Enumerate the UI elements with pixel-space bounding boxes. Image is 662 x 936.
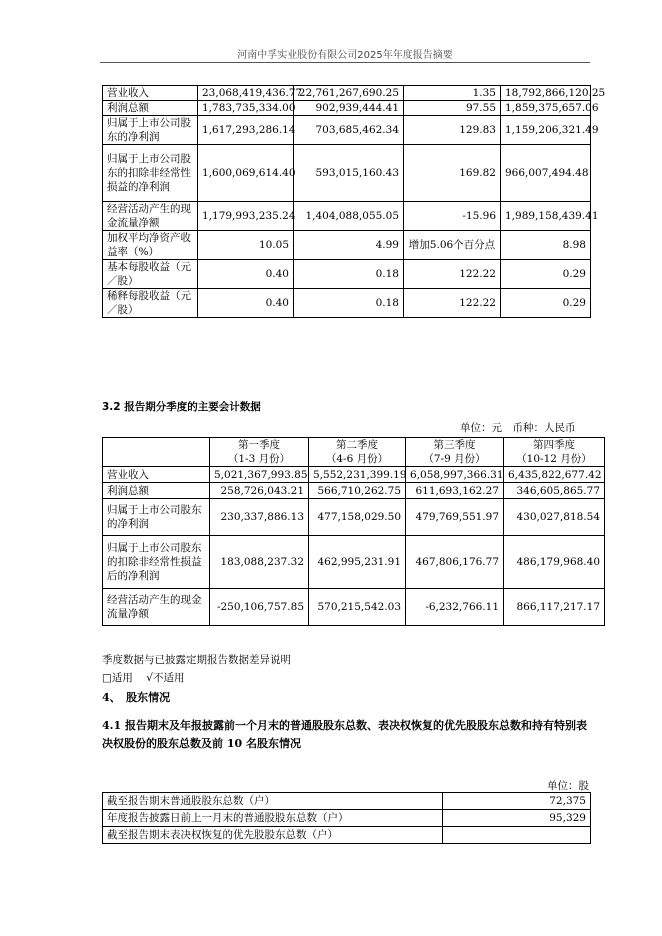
table-row: [103, 827, 591, 844]
header-q4: 第四季度 （10-12 月份）: [504, 438, 605, 467]
value-cell: 479,769,551.97: [406, 499, 504, 536]
value-cell: 1,600,069,614.40: [198, 145, 294, 202]
row-label: 加权平均净资产收益率（%）: [103, 231, 198, 260]
value-cell: 486,179,968.40: [504, 536, 605, 589]
value-cell: 95,329: [443, 810, 591, 827]
value-cell: 611,693,162.27: [406, 483, 504, 499]
value-cell: 1,179,993,235.24: [198, 202, 294, 231]
table-row: [103, 810, 591, 827]
table-row: [103, 145, 591, 202]
row-label: 截至报告期末表决权恢复的优先股股东总数（户）: [103, 827, 443, 844]
value-cell: 966,007,494.48: [501, 145, 591, 202]
row-label: 利润总额: [103, 101, 198, 116]
option-not-applicable: √不适用: [146, 672, 185, 684]
row-label: 基本每股收益（元／股）: [103, 260, 198, 289]
value-cell: 566,710,262.75: [309, 483, 406, 499]
value-cell: 1,783,735,334.00: [198, 101, 294, 116]
value-cell: 0.40: [198, 289, 294, 318]
header-q2: 第二季度 （4-6 月份）: [309, 438, 406, 467]
value-cell: -15.96: [404, 202, 501, 231]
table-row: [103, 536, 605, 589]
table-row: [103, 589, 605, 626]
annual-figures-table: [102, 85, 606, 318]
row-label: 归属于上市公司股东的净利润: [103, 116, 198, 145]
value-cell: 1.35: [404, 86, 501, 101]
row-label: 归属于上市公司股东的扣除非经常性损益的净利润: [103, 145, 198, 202]
row-label: 经营活动产生的现金流量净额: [103, 202, 198, 231]
value-cell: 0.18: [294, 260, 404, 289]
value-cell: 1,159,206,321.49: [501, 116, 591, 145]
value-cell: 477,158,029.50: [309, 499, 406, 536]
value-cell: 230,337,886.13: [210, 499, 309, 536]
value-cell: 902,939,444.41: [294, 101, 404, 116]
value-cell: 258,726,043.21: [210, 483, 309, 499]
table-row: [103, 483, 605, 499]
quarterly-figures-body: [103, 467, 605, 626]
row-label: 营业收入: [103, 467, 210, 483]
value-cell: 1,404,088,055.05: [294, 202, 404, 231]
row-label: 利润总额: [103, 483, 210, 499]
header-blank-cell: [103, 438, 210, 467]
table-row: [103, 86, 591, 101]
applicability-options: [102, 670, 184, 685]
quarterly-figures-table: [102, 437, 605, 626]
value-cell: 467,806,176.77: [406, 536, 504, 589]
table-row: [103, 101, 591, 116]
shareholder-unit-label: 单位：股: [547, 780, 589, 792]
value-cell: 23,068,419,436.77: [198, 86, 294, 101]
shareholder-count-body: [103, 793, 591, 844]
value-cell: 4.99: [294, 231, 404, 260]
value-cell: 5,021,367,993.85: [210, 467, 309, 483]
quarterly-header-row: [103, 438, 605, 467]
row-label: 截至报告期末普通股股东总数（户）: [103, 793, 443, 810]
value-cell: -6,232,766.11: [406, 589, 504, 626]
table-row: [103, 499, 605, 536]
table-row: [103, 289, 591, 318]
value-cell: 1,989,158,439.41: [501, 202, 591, 231]
table-row: [103, 793, 591, 810]
row-label: 经营活动产生的现金流量净额: [103, 589, 210, 626]
value-cell: 122.22: [404, 260, 501, 289]
value-cell: 10.05: [198, 231, 294, 260]
value-cell: 129.83: [404, 116, 501, 145]
value-cell: 72,375: [443, 793, 591, 810]
value-cell: 18,792,866,120.25: [501, 86, 591, 101]
value-cell: 570,215,542.03: [309, 589, 406, 626]
value-cell: 0.18: [294, 289, 404, 318]
row-label: 年度报告披露日前上一月末的普通股股东总数（户）: [103, 810, 443, 827]
row-label: 归属于上市公司股东的净利润: [103, 499, 210, 536]
value-cell: 183,088,237.32: [210, 536, 309, 589]
value-cell: 1,859,375,657.06: [501, 101, 591, 116]
table-row: [103, 467, 605, 483]
value-cell: 866,117,217.17: [504, 589, 605, 626]
quarterly-diff-note: 季度数据与已披露定期报告数据差异说明: [102, 654, 291, 666]
value-cell: 169.82: [404, 145, 501, 202]
quarterly-unit-label: 单位：元 币种：人民币: [460, 422, 576, 434]
value-cell: 703,685,462.34: [294, 116, 404, 145]
value-cell: 增加5.06个百分点: [404, 231, 501, 260]
section-4-1-title: 4.1 报告期末及年报披露前一个月末的普通股股东总数、表决权恢复的优先股股东总数和持有特别表决权股份的股东总数及前 10 名股东情况: [102, 719, 587, 750]
value-cell: -250,106,757.85: [210, 589, 309, 626]
table-row: [103, 260, 591, 289]
value-cell: 6,435,822,677.42: [504, 467, 605, 483]
shareholder-count-table: [102, 792, 591, 844]
value-cell: 97.55: [404, 101, 501, 116]
value-cell: 462,995,231.91: [309, 536, 406, 589]
table-row: [103, 231, 591, 260]
value-cell: 6,058,997,366.31: [406, 467, 504, 483]
header-q1: 第一季度 （1-3 月份）: [210, 438, 309, 467]
annual-figures-body: [103, 86, 606, 318]
row-label: 稀释每股收益（元／股）: [103, 289, 198, 318]
section-3-2-title: 3.2 报告期分季度的主要会计数据: [102, 401, 261, 413]
value-cell: 22,761,267,690.25: [294, 86, 404, 101]
section-4-title: 4、 股东情况: [102, 691, 171, 704]
row-label: 营业收入: [103, 86, 198, 101]
value-cell: 0.29: [501, 260, 591, 289]
value-cell: 1,617,293,286.14: [198, 116, 294, 145]
value-cell: [443, 827, 591, 844]
value-cell: 346,605,865.77: [504, 483, 605, 499]
table-row: [103, 202, 591, 231]
table-row: [103, 116, 591, 145]
value-cell: 8.98: [501, 231, 591, 260]
option-applicable: □适用: [102, 672, 133, 684]
value-cell: 0.29: [501, 289, 591, 318]
value-cell: 0.40: [198, 260, 294, 289]
value-cell: 5,552,231,399.19: [309, 467, 406, 483]
page-header-title: 河南中孚实业股份有限公司2025年年度报告摘要: [237, 50, 453, 61]
header-divider: [100, 62, 590, 63]
header-q3: 第三季度 （7-9 月份）: [406, 438, 504, 467]
value-cell: 593,015,160.43: [294, 145, 404, 202]
value-cell: 122.22: [404, 289, 501, 318]
value-cell: 430,027,818.54: [504, 499, 605, 536]
row-label: 归属于上市公司股东的扣除非经常性损益后的净利润: [103, 536, 210, 589]
